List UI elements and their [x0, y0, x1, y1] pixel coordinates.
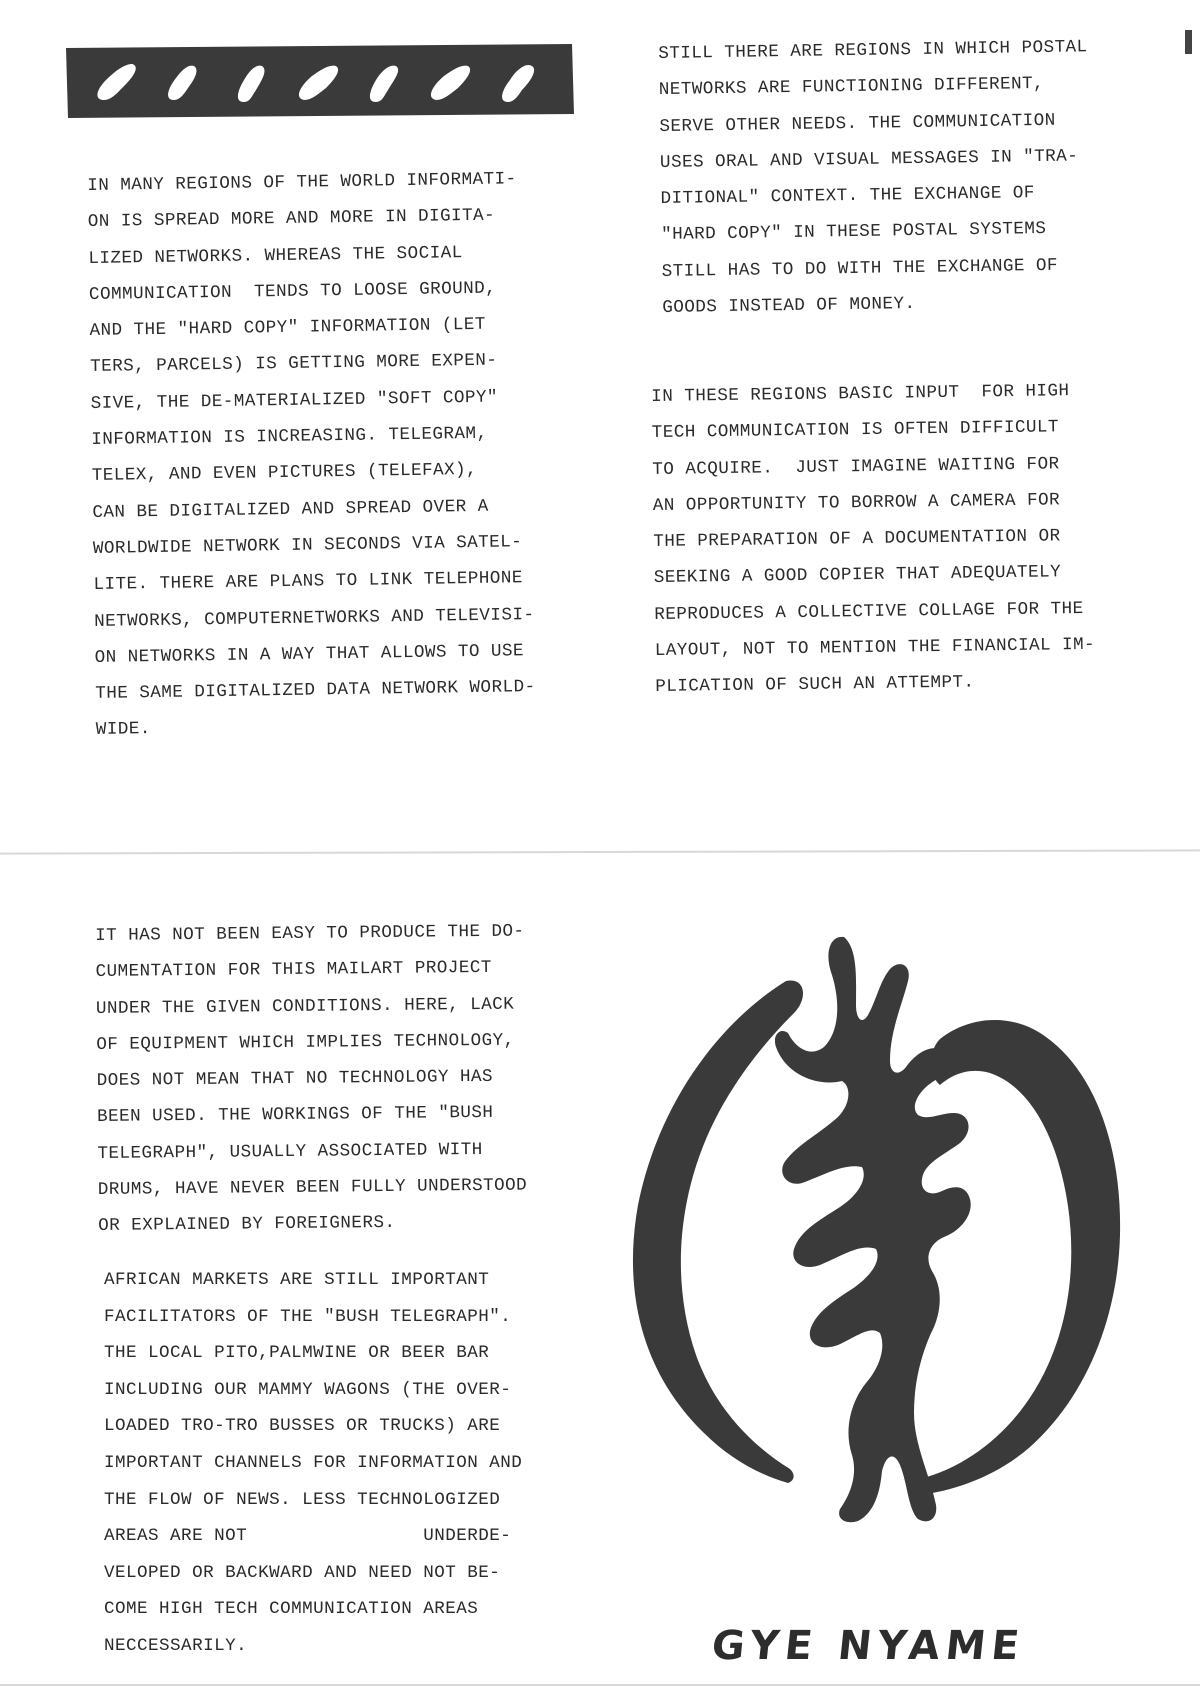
- text-line: "HARD COPY" IN THESE POSTAL SYSTEMS: [660, 219, 1047, 246]
- bottom-divider: [0, 1684, 1200, 1686]
- text-line: TO ACQUIRE. JUST IMAGINE WAITING FOR: [652, 453, 1060, 480]
- documentation-paragraph: [95, 914, 528, 1245]
- high-tech-input-paragraph: [651, 373, 1096, 706]
- text-line: SEEKING A GOOD COPIER THAT ADEQUATELY: [653, 562, 1062, 589]
- text-line: THE PREPARATION OF A DOCUMENTATION OR: [653, 526, 1061, 553]
- text-line: IT HAS NOT BEEN EASY TO PRODUCE THE DO-: [95, 921, 525, 946]
- text-line: UNDER THE GIVEN CONDITIONS. HERE, LACK: [95, 994, 515, 1019]
- text-line: INFORMATION IS INCREASING. TELEGRAM,: [91, 423, 488, 451]
- postal-networks-paragraph: [658, 29, 1092, 326]
- text-line: GOODS INSTEAD OF MONEY.: [662, 294, 916, 319]
- intro-paragraph: [87, 161, 536, 749]
- gye-nyame-graphic: [618, 935, 1138, 1525]
- text-line: CAN BE DIGITALIZED AND SPREAD OVER A: [92, 496, 489, 523]
- text-line: NECCESSARILY.: [104, 1635, 248, 1656]
- text-line: FACILITATORS OF THE "BUSH TELEGRAPH".: [104, 1306, 512, 1327]
- gye-nyame-icon: [618, 935, 1138, 1525]
- text-line: SERVE OTHER NEEDS. THE COMMUNICATION: [659, 110, 1056, 137]
- text-line: SIVE, THE DE-MATERIALIZED "SOFT COPY": [90, 387, 499, 414]
- text-line: DOES NOT MEAN THAT NO TECHNOLOGY HAS: [96, 1067, 494, 1092]
- text-line: THE SAME DIGITALIZED DATA NETWORK WORLD-: [95, 677, 536, 705]
- edge-mark: [1185, 30, 1192, 54]
- text-line: IMPORTANT CHANNELS FOR INFORMATION AND: [104, 1452, 523, 1473]
- text-line: NETWORKS ARE FUNCTIONING DIFFERENT,: [658, 74, 1045, 101]
- text-line: IN THESE REGIONS BASIC INPUT FOR HIGH: [651, 381, 1070, 407]
- text-line: CUMENTATION FOR THIS MAILART PROJECT: [95, 958, 492, 983]
- text-line: THE LOCAL PITO,PALMWINE OR BEER BAR: [104, 1343, 490, 1364]
- text-line: TELEX, AND EVEN PICTURES (TELEFAX),: [91, 460, 478, 487]
- banner-graphic: [64, 42, 576, 120]
- text-line: DRUMS, HAVE NEVER BEEN FULLY UNDERSTOOD: [97, 1175, 528, 1201]
- symbol-caption: GYE NYAME: [709, 1623, 1028, 1669]
- text-line: DITIONAL" CONTEXT. THE EXCHANGE OF: [660, 183, 1035, 210]
- text-line: AN OPPORTUNITY TO BORROW A CAMERA FOR: [652, 490, 1061, 516]
- text-line: STILL THERE ARE REGIONS IN WHICH POSTAL: [658, 37, 1088, 64]
- text-line: NETWORKS, COMPUTERNETWORKS AND TELEVISI-: [93, 604, 535, 632]
- text-line: OR EXPLAINED BY FOREIGNERS.: [98, 1213, 396, 1237]
- text-line: USES ORAL AND VISUAL MESSAGES IN "TRA-: [659, 146, 1079, 173]
- text-line: LIZED NETWORKS. WHEREAS THE SOCIAL: [88, 242, 463, 269]
- text-line: STILL HAS TO DO WITH THE EXCHANGE OF: [661, 255, 1059, 282]
- text-line: AFRICAN MARKETS ARE STILL IMPORTANT: [104, 1270, 490, 1290]
- text-line: PLICATION OF SUCH AN ATTEMPT.: [655, 672, 975, 698]
- text-line: LAYOUT, NOT TO MENTION THE FINANCIAL IM-: [654, 634, 1096, 662]
- text-line: IN MANY REGIONS OF THE WORLD INFORMATI-: [87, 169, 517, 196]
- decorative-banner: [64, 42, 576, 120]
- text-line: AREAS ARE NOT UNDERDE-: [104, 1526, 512, 1547]
- text-line: COME HIGH TECH COMMUNICATION AREAS: [104, 1599, 479, 1620]
- text-line: TECH COMMUNICATION IS OFTEN DIFFICULT: [651, 417, 1060, 444]
- text-line: WORLDWIDE NETWORK IN SECONDS VIA SATEL-: [92, 532, 523, 559]
- text-line: ON IS SPREAD MORE AND MORE IN DIGITA-: [87, 205, 496, 233]
- section-divider: [0, 849, 1200, 854]
- text-line: REPRODUCES A COLLECTIVE COLLAGE FOR THE: [654, 598, 1084, 625]
- text-line: INCLUDING OUR MAMMY WAGONS (THE OVER-: [104, 1379, 512, 1400]
- text-line: WIDE.: [95, 719, 152, 741]
- text-line: AND THE "HARD COPY" INFORMATION (LET: [89, 314, 486, 342]
- text-line: BEEN USED. THE WORKINGS OF THE "BUSH: [96, 1103, 494, 1128]
- text-line: TELEGRAPH", USUALLY ASSOCIATED WITH: [97, 1139, 483, 1164]
- african-markets-paragraph: [104, 1262, 522, 1665]
- text-line: LITE. THERE ARE PLANS TO LINK TELEPHONE: [93, 568, 523, 596]
- text-line: TERS, PARCELS) IS GETTING MORE EXPEN-: [89, 351, 498, 378]
- text-line: OF EQUIPMENT WHICH IMPLIES TECHNOLOGY,: [96, 1030, 515, 1055]
- text-line: VELOPED OR BACKWARD AND NEED NOT BE-: [104, 1562, 501, 1583]
- text-line: COMMUNICATION TENDS TO LOOSE GROUND,: [88, 278, 497, 305]
- text-line: ON NETWORKS IN A WAY THAT ALLOWS TO USE: [94, 641, 525, 668]
- text-line: LOADED TRO-TRO BUSSES OR TRUCKS) ARE: [104, 1416, 501, 1437]
- text-line: THE FLOW OF NEWS. LESS TECHNOLOGIZED: [104, 1489, 501, 1510]
